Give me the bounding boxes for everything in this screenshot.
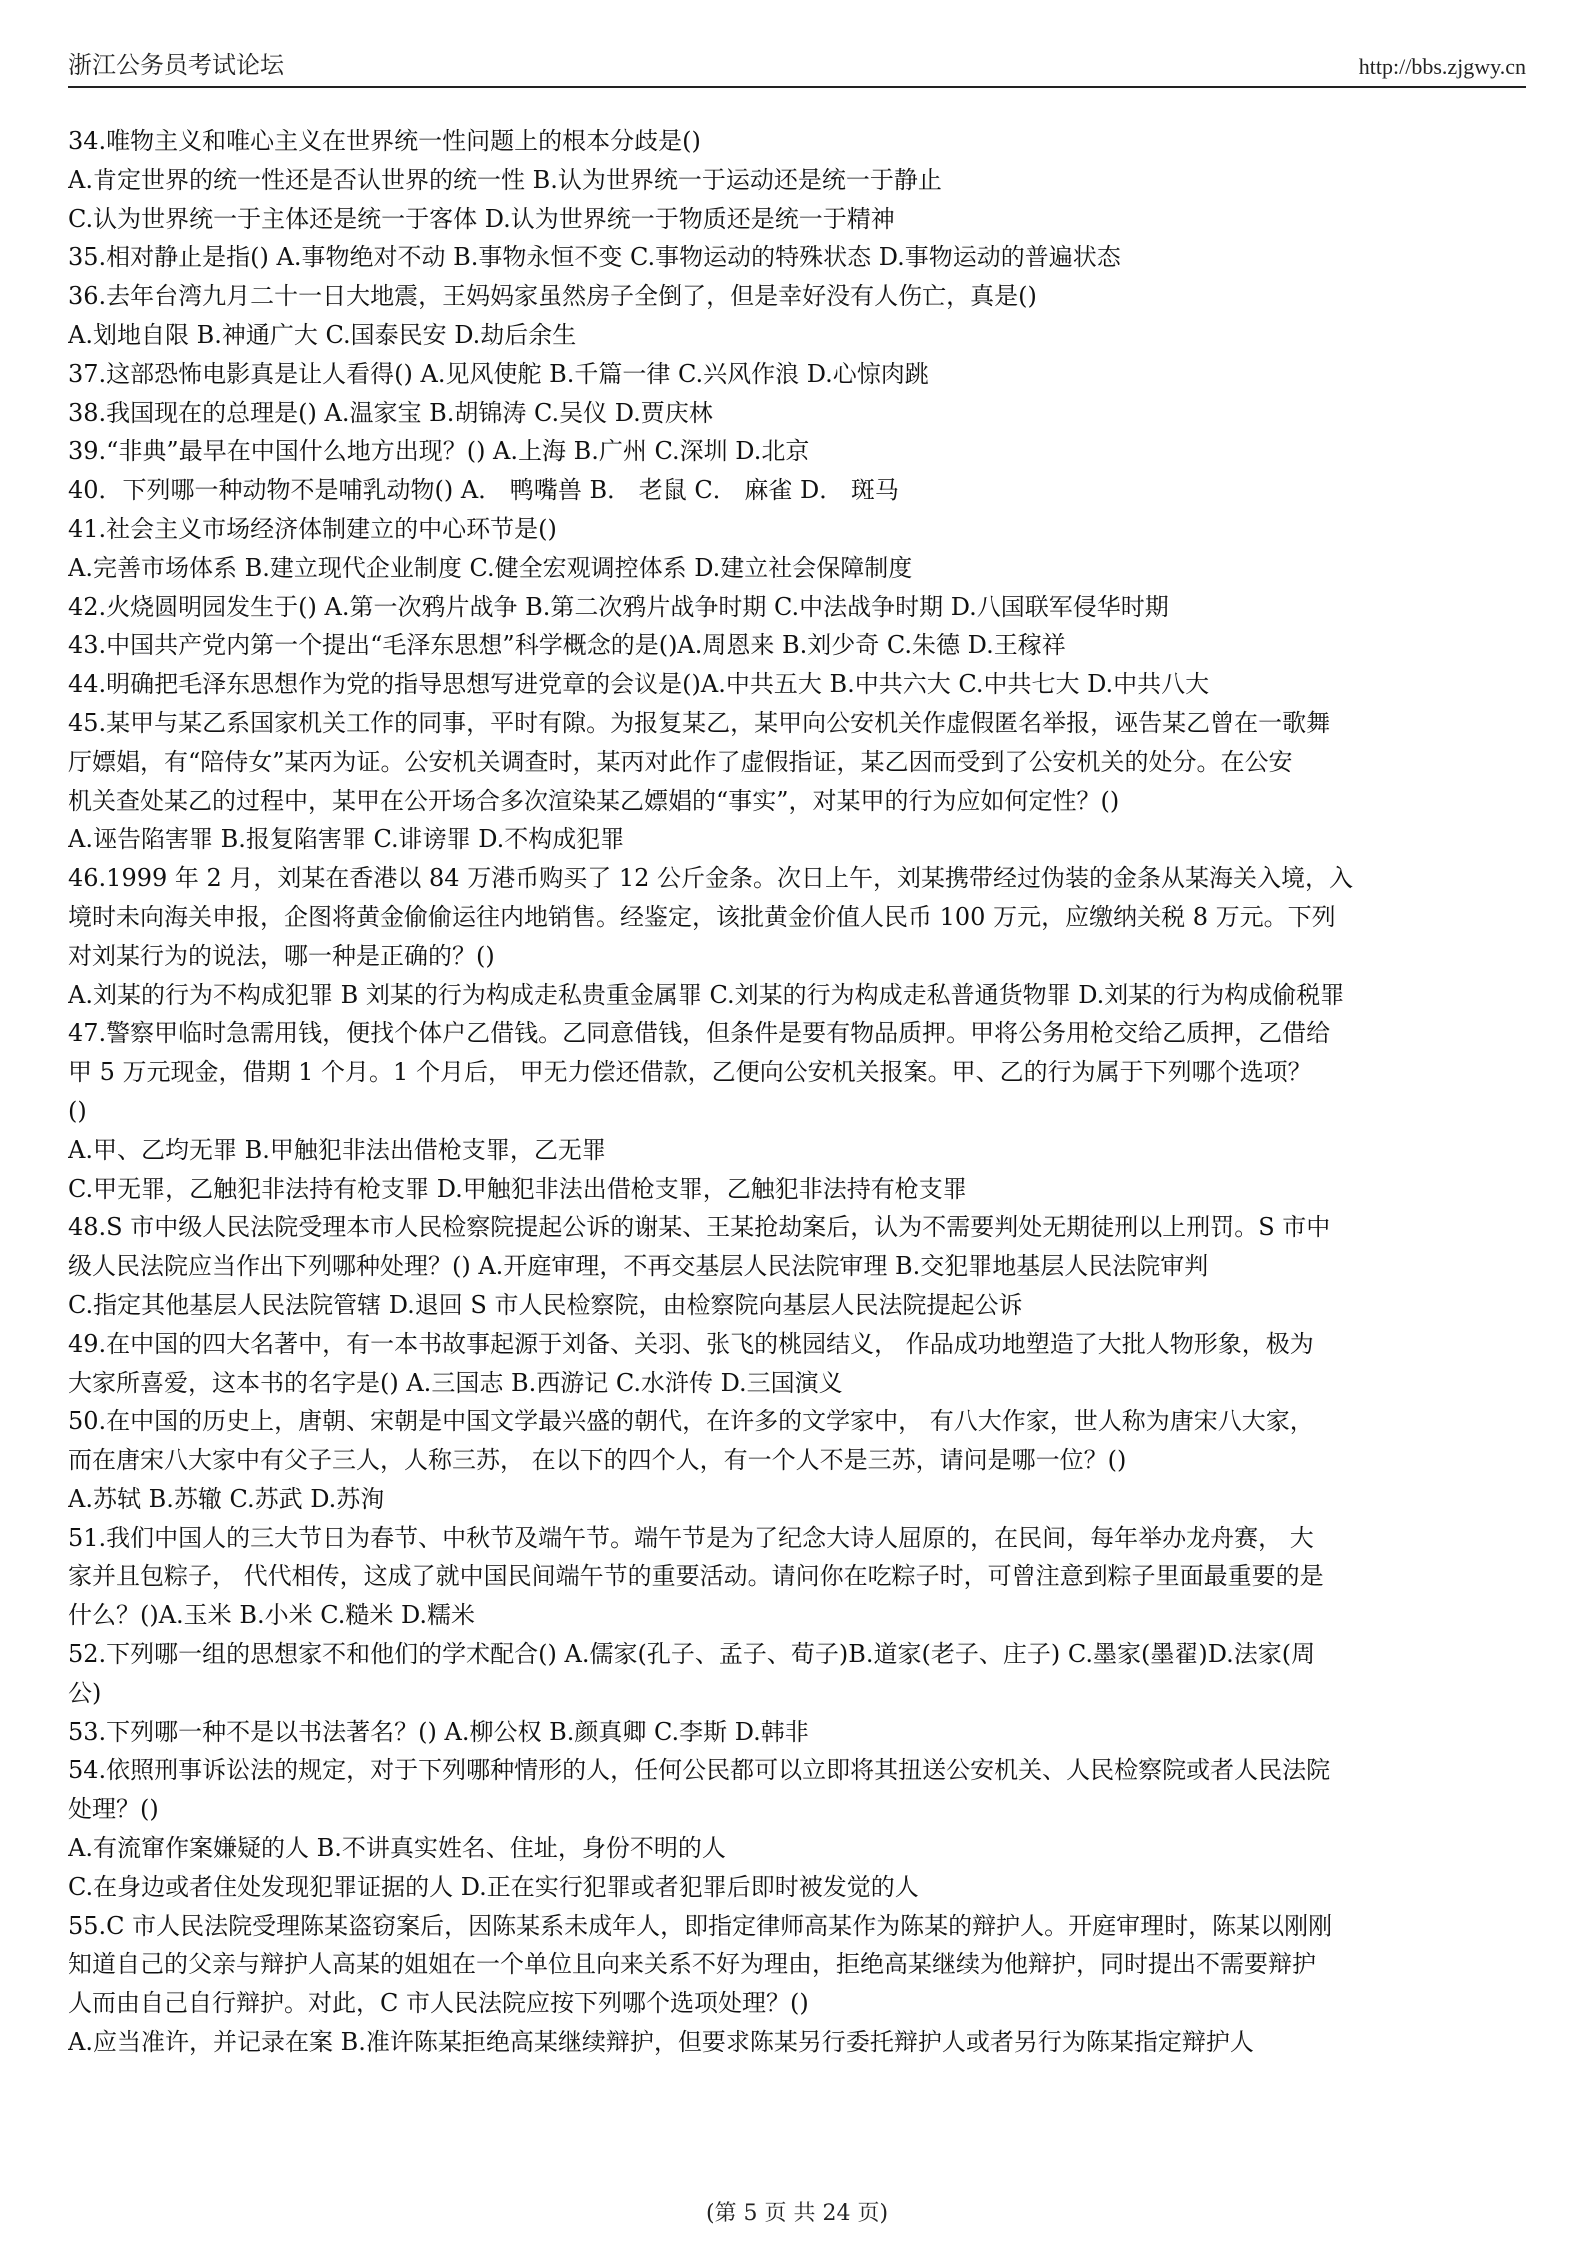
text-line: 什么？()A.玉米 B.小米 C.糙米 D.糯米 xyxy=(68,1601,475,1630)
text-line: 47.警察甲临时急需用钱，便找个体户乙借钱。乙同意借钱，但条件是要有物品质押。甲将公务用枪交给乙质押，乙借给 xyxy=(68,1019,1331,1048)
text-line: 人而由自己自行辩护。对此，C 市人民法院应按下列哪个选项处理？() xyxy=(68,1989,809,2018)
text-line: 甲 5 万元现金，借期 1 个月。1 个月后， 甲无力偿还借款，乙便向公安机关报案。甲、乙的行为属于下列哪个选项？ xyxy=(68,1058,1312,1087)
text-line: 52.下列哪一组的思想家不和他们的学术配合() A.儒家(孔子、孟子、荀子)B.道家(老子、庄子) C.墨家(墨翟)D.法家(周 xyxy=(68,1640,1316,1669)
text-line: A.完善市场体系 B.建立现代企业制度 C.健全宏观调控体系 D.建立社会保障制度 xyxy=(68,553,913,582)
text-line: 43.中国共产党内第一个提出“毛泽东思想”科学概念的是()A.周恩来 B.刘少奇 C.朱德 D.王稼祥 xyxy=(68,631,1066,660)
text-line: 35.相对静止是指() A.事物绝对不动 B.事物永恒不变 C.事物运动的特殊状态 D.事物运动的普遍状态 xyxy=(68,243,1121,272)
question-text-body xyxy=(68,122,1528,2062)
text-line: A.诬告陷害罪 B.报复陷害罪 C.诽谤罪 D.不构成犯罪 xyxy=(68,825,625,854)
text-line: 36.去年台湾九月二十一日大地震，王妈妈家虽然房子全倒了，但是幸好没有人伤亡，真是() xyxy=(68,282,1037,311)
text-line: 公) xyxy=(68,1678,102,1707)
text-line: 大家所喜爱，这本书的名字是() A.三国志 B.西游记 C.水浒传 D.三国演义 xyxy=(68,1368,843,1397)
text-line: 55.C 市人民法院受理陈某盗窃案后，因陈某系未成年人，即指定律师高某作为陈某的辩护人。开庭审理时，陈某以刚刚 xyxy=(68,1911,1333,1940)
page-number-footer: (第 5 页 共 24 页) xyxy=(705,2201,889,2226)
text-line: 44.明确把毛泽东思想作为党的指导思想写进党章的会议是()A.中共五大 B.中共六大 C.中共七大 D.中共八大 xyxy=(68,670,1210,699)
text-line: 40．下列哪一种动物不是哺乳动物() A． 鸭嘴兽 B． 老鼠 C． 麻雀 D． 斑马 xyxy=(68,476,899,505)
text-line: 54.依照刑事诉讼法的规定，对于下列哪种情形的人，任何公民都可以立即将其扭送公安机关、人民检察院或者人民法院 xyxy=(68,1756,1331,1785)
text-line: A.肯定世界的统一性还是否认世界的统一性 B.认为世界统一于运动还是统一于静止 xyxy=(68,165,942,194)
text-line: 家并且包粽子， 代代相传，这成了就中国民间端午节的重要活动。请问你在吃粽子时，可曾注意到粽子里面最重要的是 xyxy=(68,1562,1324,1591)
text-line: A.有流窜作案嫌疑的人 B.不讲真实姓名、住址，身份不明的人 xyxy=(68,1834,726,1863)
text-line: 级人民法院应当作出下列哪种处理？() A.开庭审理，不再交基层人民法院审理 B.交犯罪地基层人民法院审判 xyxy=(68,1252,1209,1281)
page-header xyxy=(68,48,1526,88)
text-line: 42.火烧圆明园发生于() A.第一次鸦片战争 B.第二次鸦片战争时期 C.中法战争时期 D.八国联军侵华时期 xyxy=(68,592,1169,621)
text-line: C.指定其他基层人民法院管辖 D.退回 S 市人民检察院，由检察院向基层人民法院提起公诉 xyxy=(68,1290,1023,1319)
text-line: 37.这部恐怖电影真是让人看得() A.见风使舵 B.千篇一律 C.兴风作浪 D.心惊肉跳 xyxy=(68,359,929,388)
header-url: http://bbs.zjgwy.cn xyxy=(1358,54,1526,79)
text-line: 45.某甲与某乙系国家机关工作的同事，平时有隙。为报复某乙，某甲向公安机关作虚假匿名举报，诬告某乙曾在一歌舞 xyxy=(68,708,1331,737)
text-line: () xyxy=(68,1096,87,1125)
text-line: 53.下列哪一种不是以书法著名？() A.柳公权 B.颜真卿 C.李斯 D.韩非 xyxy=(68,1717,809,1746)
text-line: 48.S 市中级人民法院受理本市人民检察院提起公诉的谢某、王某抢劫案后，认为不需要判处无期徒刑以上刑罚。S 市中 xyxy=(68,1213,1331,1242)
text-line: A.苏轼 B.苏辙 C.苏武 D.苏洵 xyxy=(68,1484,385,1513)
text-line: 厅嫖娼，有“陪侍女”某丙为证。公安机关调查时，某丙对此作了虚假指证，某乙因而受到了公安机关的处分。在公安 xyxy=(68,747,1293,776)
text-line: C.在身边或者住处发现犯罪证据的人 D.正在实行犯罪或者犯罪后即时被发觉的人 xyxy=(68,1872,919,1901)
text-line: 机关查处某乙的过程中，某甲在公开场合多次渲染某乙嫖娼的“事实”，对某甲的行为应如何定性？() xyxy=(68,786,1120,815)
text-line: A.划地自限 B.神通广大 C.国泰民安 D.劫后余生 xyxy=(68,320,577,349)
text-line: 34.唯物主义和唯心主义在世界统一性问题上的根本分歧是() xyxy=(68,127,701,155)
text-line: A.刘某的行为不构成犯罪 B 刘某的行为构成走私贵重金属罪 C.刘某的行为构成走私普通货物罪 D.刘某的行为构成偷税罪 xyxy=(68,980,1345,1009)
text-line: 知道自己的父亲与辩护人高某的姐姐在一个单位且向来关系不好为理由，拒绝高某继续为他辩护，同时提出不需要辩护 xyxy=(68,1950,1316,1979)
text-line: 41.社会主义市场经济体制建立的中心环节是() xyxy=(68,514,557,543)
text-line: 50.在中国的历史上，唐朝、宋朝是中国文学最兴盛的朝代，在许多的文学家中， 有八大作家，世人称为唐宋八大家， xyxy=(68,1407,1314,1436)
text-line: 而在唐宋八大家中有父子三人，人称三苏， 在以下的四个人，有一个人不是三苏，请问是哪一位？() xyxy=(68,1446,1127,1475)
text-line: 处理？() xyxy=(68,1795,159,1824)
text-line: A.甲、乙均无罪 B.甲触犯非法出借枪支罪，乙无罪 xyxy=(68,1135,606,1164)
text-line: C.认为世界统一于主体还是统一于客体 D.认为世界统一于物质还是统一于精神 xyxy=(68,204,895,233)
text-line: A.应当准许，并记录在案 B.准许陈某拒绝高某继续辩护，但要求陈某另行委托辩护人或者另行为陈某指定辩护人 xyxy=(68,2028,1254,2057)
text-line: 境时未向海关申报，企图将黄金偷偷运往内地销售。经鉴定，该批黄金价值人民币 100 万元，应缴纳关税 8 万元。下列 xyxy=(68,902,1336,931)
text-line: C.甲无罪，乙触犯非法持有枪支罪 D.甲触犯非法出借枪支罪，乙触犯非法持有枪支罪 xyxy=(68,1174,967,1203)
text-line: 49.在中国的四大名著中，有一本书故事起源于刘备、关羽、张飞的桃园结义， 作品成功地塑造了大批人物形象，极为 xyxy=(68,1329,1314,1358)
text-line: 46.1999 年 2 月，刘某在香港以 84 万港币购买了 12 公斤金条。次日上午，刘某携带经过伪装的金条从某海关入境，入 xyxy=(68,864,1353,893)
text-line: 对刘某行为的说法，哪一种是正确的？() xyxy=(68,941,495,970)
header-site-name: 浙江公务员考试论坛 xyxy=(68,51,284,79)
text-line: 51.我们中国人的三大节日为春节、中秋节及端午节。端午节是为了纪念大诗人屈原的，在民间，每年举办龙舟赛， 大 xyxy=(68,1523,1314,1552)
text-line: 38.我国现在的总理是() A.温家宝 B.胡锦涛 C.吴仪 D.贾庆林 xyxy=(68,398,713,427)
text-line: 39.“非典”最早在中国什么地方出现？() A.上海 B.广州 C.深圳 D.北京 xyxy=(68,437,810,466)
